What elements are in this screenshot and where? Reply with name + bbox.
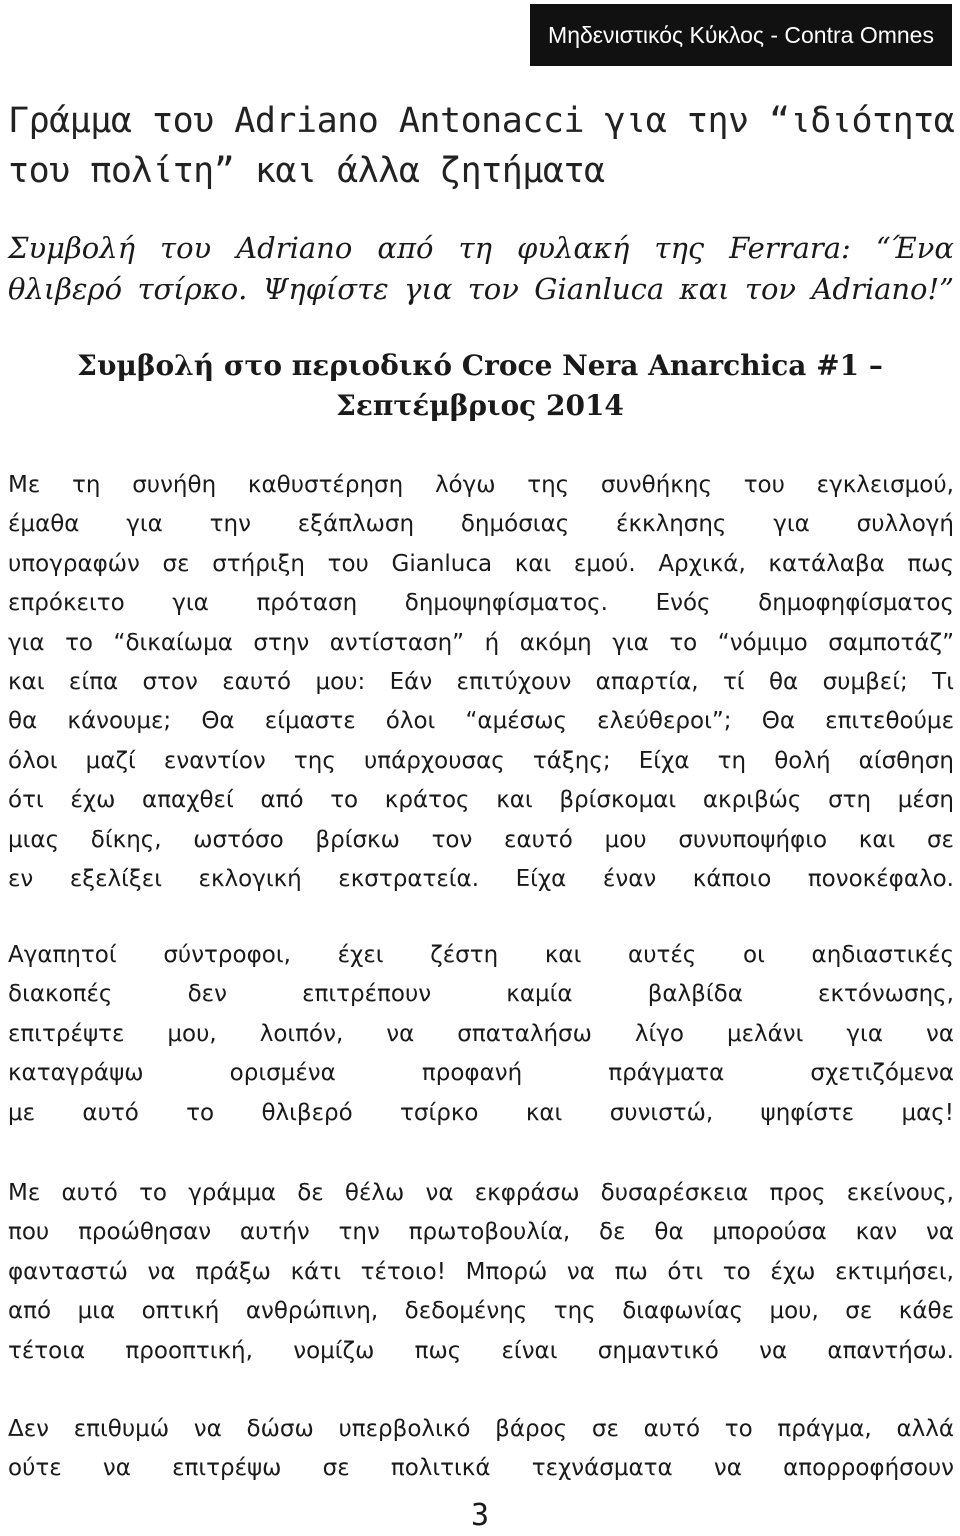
document-title: Γράμμα του Adriano Antonacci για την “ιδιότητα του πολίτη” και άλλα ζητήματα bbox=[8, 101, 955, 191]
text-line: μιας δίκης, ωστόσο βρίσκω τον εαυτό μου συνυποψήφιο και σε bbox=[8, 826, 954, 853]
subtitle-line: θλιβερό τσίρκο. Ψηφίστε για τον Gianluca και τον Adriano!” bbox=[8, 272, 954, 306]
section-heading bbox=[0, 346, 960, 426]
text-line: ούτε να επιτρέψω σε πολιτικά τεχνάσματα να απορροφήσουν bbox=[8, 1455, 954, 1482]
publisher-tag: Μηδενιστικός Κύκλος - Contra Omnes bbox=[530, 4, 952, 66]
text-line: Αγαπητοί σύντροφοι, έχει ζέστη και αυτές οι αηδιαστικές bbox=[8, 942, 954, 968]
text-line: ότι έχω απαχθεί από το κράτος και βρίσκομαι ακριβώς στη μέση bbox=[8, 787, 954, 814]
text-line: υπογραφών σε στήριξη του Gianluca και εμού. Αρχικά, κατάλαβα πως bbox=[8, 550, 954, 577]
paragraph-2 bbox=[8, 936, 954, 1133]
document-subtitle bbox=[8, 228, 954, 310]
text-line: με αυτό το θλιβερό τσίρκο και συνιστώ, ψηφίστε μας! bbox=[8, 1099, 954, 1126]
text-line: καταγράψω ορισμένα προφανή πράγματα σχετιζόμενα bbox=[8, 1060, 954, 1087]
text-line: για το “δικαίωμα στην αντίσταση” ή ακόμη για το “νόμιμο σαμποτάζ” bbox=[8, 629, 954, 656]
subtitle-line: Συμβολή του Adriano από τη φυλακή της Ferrara: “Ένα bbox=[8, 231, 954, 265]
text-line: φανταστώ να πράξω κάτι τέτοιο! Μπορώ να πω ότι το έχω εκτιμήσει, bbox=[8, 1258, 954, 1285]
text-line: που προώθησαν αυτήν την πρωτοβουλία, δε θα μπορούσα καν να bbox=[8, 1219, 954, 1246]
text-line: επιτρέψτε μου, λοιπόν, να σπαταλήσω λίγο μελάνι για να bbox=[8, 1020, 954, 1047]
heading-line: Σεπτέμβριος 2014 bbox=[336, 389, 624, 422]
text-line: έμαθα για την εξάπλωση δημόσιας έκκλησης για συλλογή bbox=[8, 511, 954, 538]
text-line: θα κάνουμε; Θα είμαστε όλοι “αμέσως ελεύθεροι”; Θα επιτεθούμε bbox=[8, 708, 954, 735]
text-line: τέτοια προοπτική, νομίζω πως είναι σημαντικό να απαντήσω. bbox=[8, 1337, 954, 1364]
text-line: επρόκειτο για πρόταση δημοψηφίσματος. Ενός δημοφηφίσματος bbox=[8, 590, 954, 617]
text-line: και είπα στον εαυτό μου: Εάν επιτύχουν απαρτία, τί θα συμβεί; Τι bbox=[8, 669, 954, 696]
paragraph-3 bbox=[8, 1174, 954, 1371]
text-line: από μια οπτική ανθρώπινη, δεδομένης της διαφωνίας μου, σε κάθε bbox=[8, 1298, 954, 1325]
paragraph-4 bbox=[8, 1410, 954, 1489]
paragraph-1 bbox=[8, 466, 954, 899]
text-line: Δεν επιθυμώ να δώσω υπερβολικό βάρος σε αυτό το πράγμα, αλλά bbox=[8, 1416, 954, 1442]
text-line: Με τη συνήθη καθυστέρηση λόγω της συνθήκης του εγκλεισμού, bbox=[8, 472, 954, 498]
text-line: διακοπές δεν επιτρέπουν καμία βαλβίδα εκτόνωσης, bbox=[8, 981, 954, 1008]
heading-line: Συμβολή στο περιοδικό Croce Nera Anarchica #1 – bbox=[77, 349, 883, 382]
text-line: Με αυτό το γράμμα δε θέλω να εκφράσω δυσαρέσκεια προς εκείνους, bbox=[8, 1180, 954, 1206]
text-line: όλοι μαζί εναντίον της υπάρχουσας τάξης; Είχα τη θολή αίσθηση bbox=[8, 747, 954, 774]
page-number: 3 bbox=[470, 1498, 490, 1533]
text-line: εν εξελίξει εκλογική εκστρατεία. Είχα έναν κάποιο πονοκέφαλο. bbox=[8, 866, 954, 893]
